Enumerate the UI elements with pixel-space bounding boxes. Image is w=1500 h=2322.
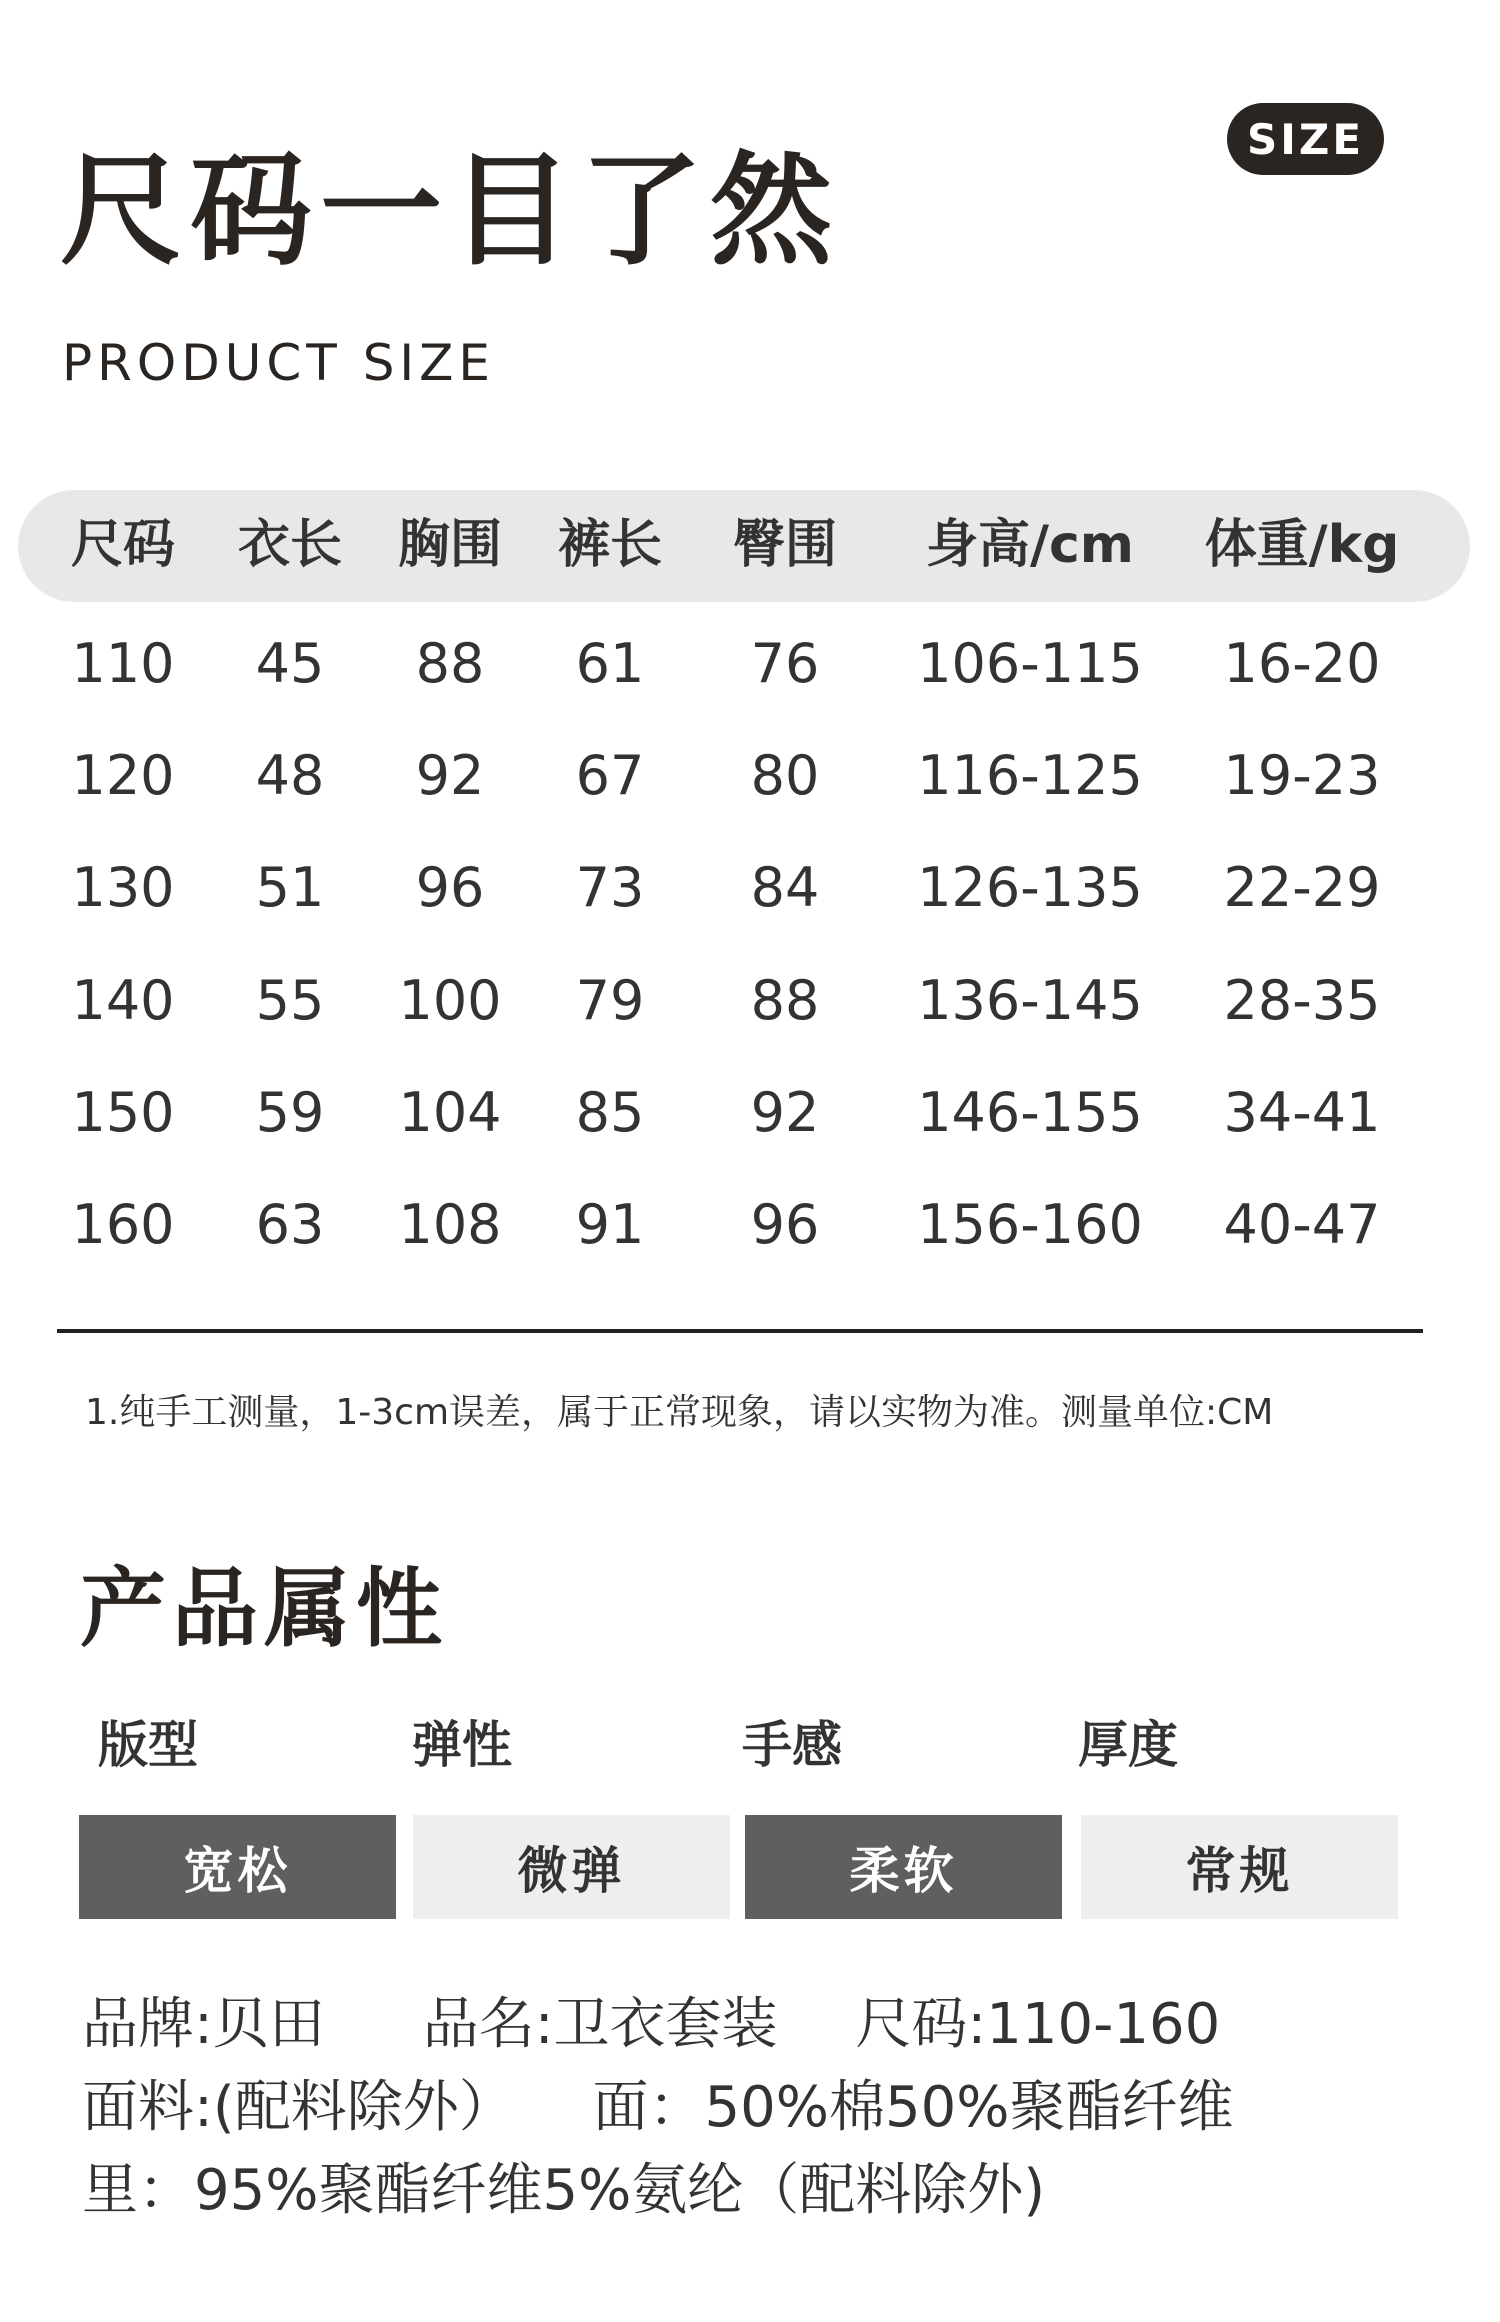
size-badge: SIZE	[1227, 103, 1384, 175]
header-pants-length: 裤长	[557, 515, 663, 575]
cell-chest: 104	[398, 1081, 502, 1144]
cell-hip: 88	[750, 969, 820, 1032]
attr-value-thickness: 常规	[1081, 1815, 1398, 1919]
cell-size: 150	[71, 1081, 175, 1144]
cell-chest: 96	[415, 856, 485, 919]
header-chest: 胸围	[397, 515, 503, 575]
cell-weight: 34-41	[1223, 1081, 1381, 1144]
cell-chest: 108	[398, 1193, 502, 1256]
info-brand: 品牌:贝田	[82, 1992, 325, 2057]
cell-pants-length: 91	[575, 1193, 645, 1256]
cell-pants-length: 61	[575, 632, 645, 695]
cell-height: 116-125	[917, 744, 1143, 807]
info-outer-fabric: 面：50%棉50%聚酯纤维	[592, 2075, 1234, 2140]
cell-weight: 40-47	[1223, 1193, 1381, 1256]
table-row	[0, 1081, 1500, 1166]
table-row	[0, 856, 1500, 941]
info-line-lining	[82, 2158, 1046, 2223]
cell-size: 110	[71, 632, 175, 695]
cell-weight: 28-35	[1223, 969, 1381, 1032]
cell-hip: 96	[750, 1193, 820, 1256]
info-line-brand	[82, 1992, 1221, 2057]
cell-size: 140	[71, 969, 175, 1032]
table-row	[0, 744, 1500, 829]
attr-label-thickness: 厚度	[1078, 1716, 1178, 1774]
cell-weight: 16-20	[1223, 632, 1381, 695]
cell-height: 136-145	[917, 969, 1143, 1032]
cell-pants-length: 85	[575, 1081, 645, 1144]
cell-pants-length: 79	[575, 969, 645, 1032]
cell-length: 59	[255, 1081, 325, 1144]
cell-weight: 22-29	[1223, 856, 1381, 919]
info-lining: 里：95%聚酯纤维5%氨纶（配料除外)	[82, 2158, 1046, 2223]
page-title: 尺码一目了然	[60, 140, 840, 282]
cell-size: 160	[71, 1193, 175, 1256]
cell-hip: 76	[750, 632, 820, 695]
header-height: 身高/cm	[925, 515, 1135, 575]
info-line-fabric	[82, 2075, 1234, 2140]
cell-chest: 100	[398, 969, 502, 1032]
cell-weight: 19-23	[1223, 744, 1381, 807]
info-size-range: 尺码:110-160	[855, 1992, 1221, 2057]
attr-label-elasticity: 弹性	[412, 1716, 512, 1774]
table-divider	[57, 1329, 1423, 1333]
cell-hip: 84	[750, 856, 820, 919]
measurement-note: 1.纯手工测量，1-3cm误差，属于正常现象，请以实物为准。测量单位:CM	[85, 1392, 1274, 1433]
info-fabric: 面料:(配料除外）	[82, 2075, 515, 2140]
cell-pants-length: 73	[575, 856, 645, 919]
size-table-header	[18, 490, 1470, 602]
table-row	[0, 1193, 1500, 1278]
header-length: 衣长	[237, 515, 343, 575]
cell-length: 55	[255, 969, 325, 1032]
table-row	[0, 632, 1500, 717]
cell-length: 63	[255, 1193, 325, 1256]
attr-label-fit: 版型	[98, 1716, 198, 1774]
attr-value-fit: 宽松	[79, 1815, 396, 1919]
cell-size: 120	[71, 744, 175, 807]
cell-height: 126-135	[917, 856, 1143, 919]
attr-value-feel: 柔软	[745, 1815, 1062, 1919]
attr-value-elasticity: 微弹	[413, 1815, 730, 1919]
cell-chest: 88	[415, 632, 485, 695]
cell-pants-length: 67	[575, 744, 645, 807]
header-weight: 体重/kg	[1204, 515, 1400, 575]
cell-length: 51	[255, 856, 325, 919]
table-row	[0, 969, 1500, 1054]
cell-height: 156-160	[917, 1193, 1143, 1256]
page-subtitle: PRODUCT SIZE	[62, 334, 496, 392]
cell-length: 48	[255, 744, 325, 807]
attr-label-feel: 手感	[742, 1716, 842, 1774]
info-product-name: 品名:卫衣套装	[422, 1992, 778, 2057]
header-hip: 臀围	[732, 515, 838, 575]
cell-length: 45	[255, 632, 325, 695]
cell-hip: 80	[750, 744, 820, 807]
header-size: 尺码	[70, 515, 176, 575]
cell-chest: 92	[415, 744, 485, 807]
attributes-title: 产品属性	[80, 1559, 448, 1659]
cell-height: 106-115	[917, 632, 1143, 695]
cell-height: 146-155	[917, 1081, 1143, 1144]
cell-size: 130	[71, 856, 175, 919]
cell-hip: 92	[750, 1081, 820, 1144]
